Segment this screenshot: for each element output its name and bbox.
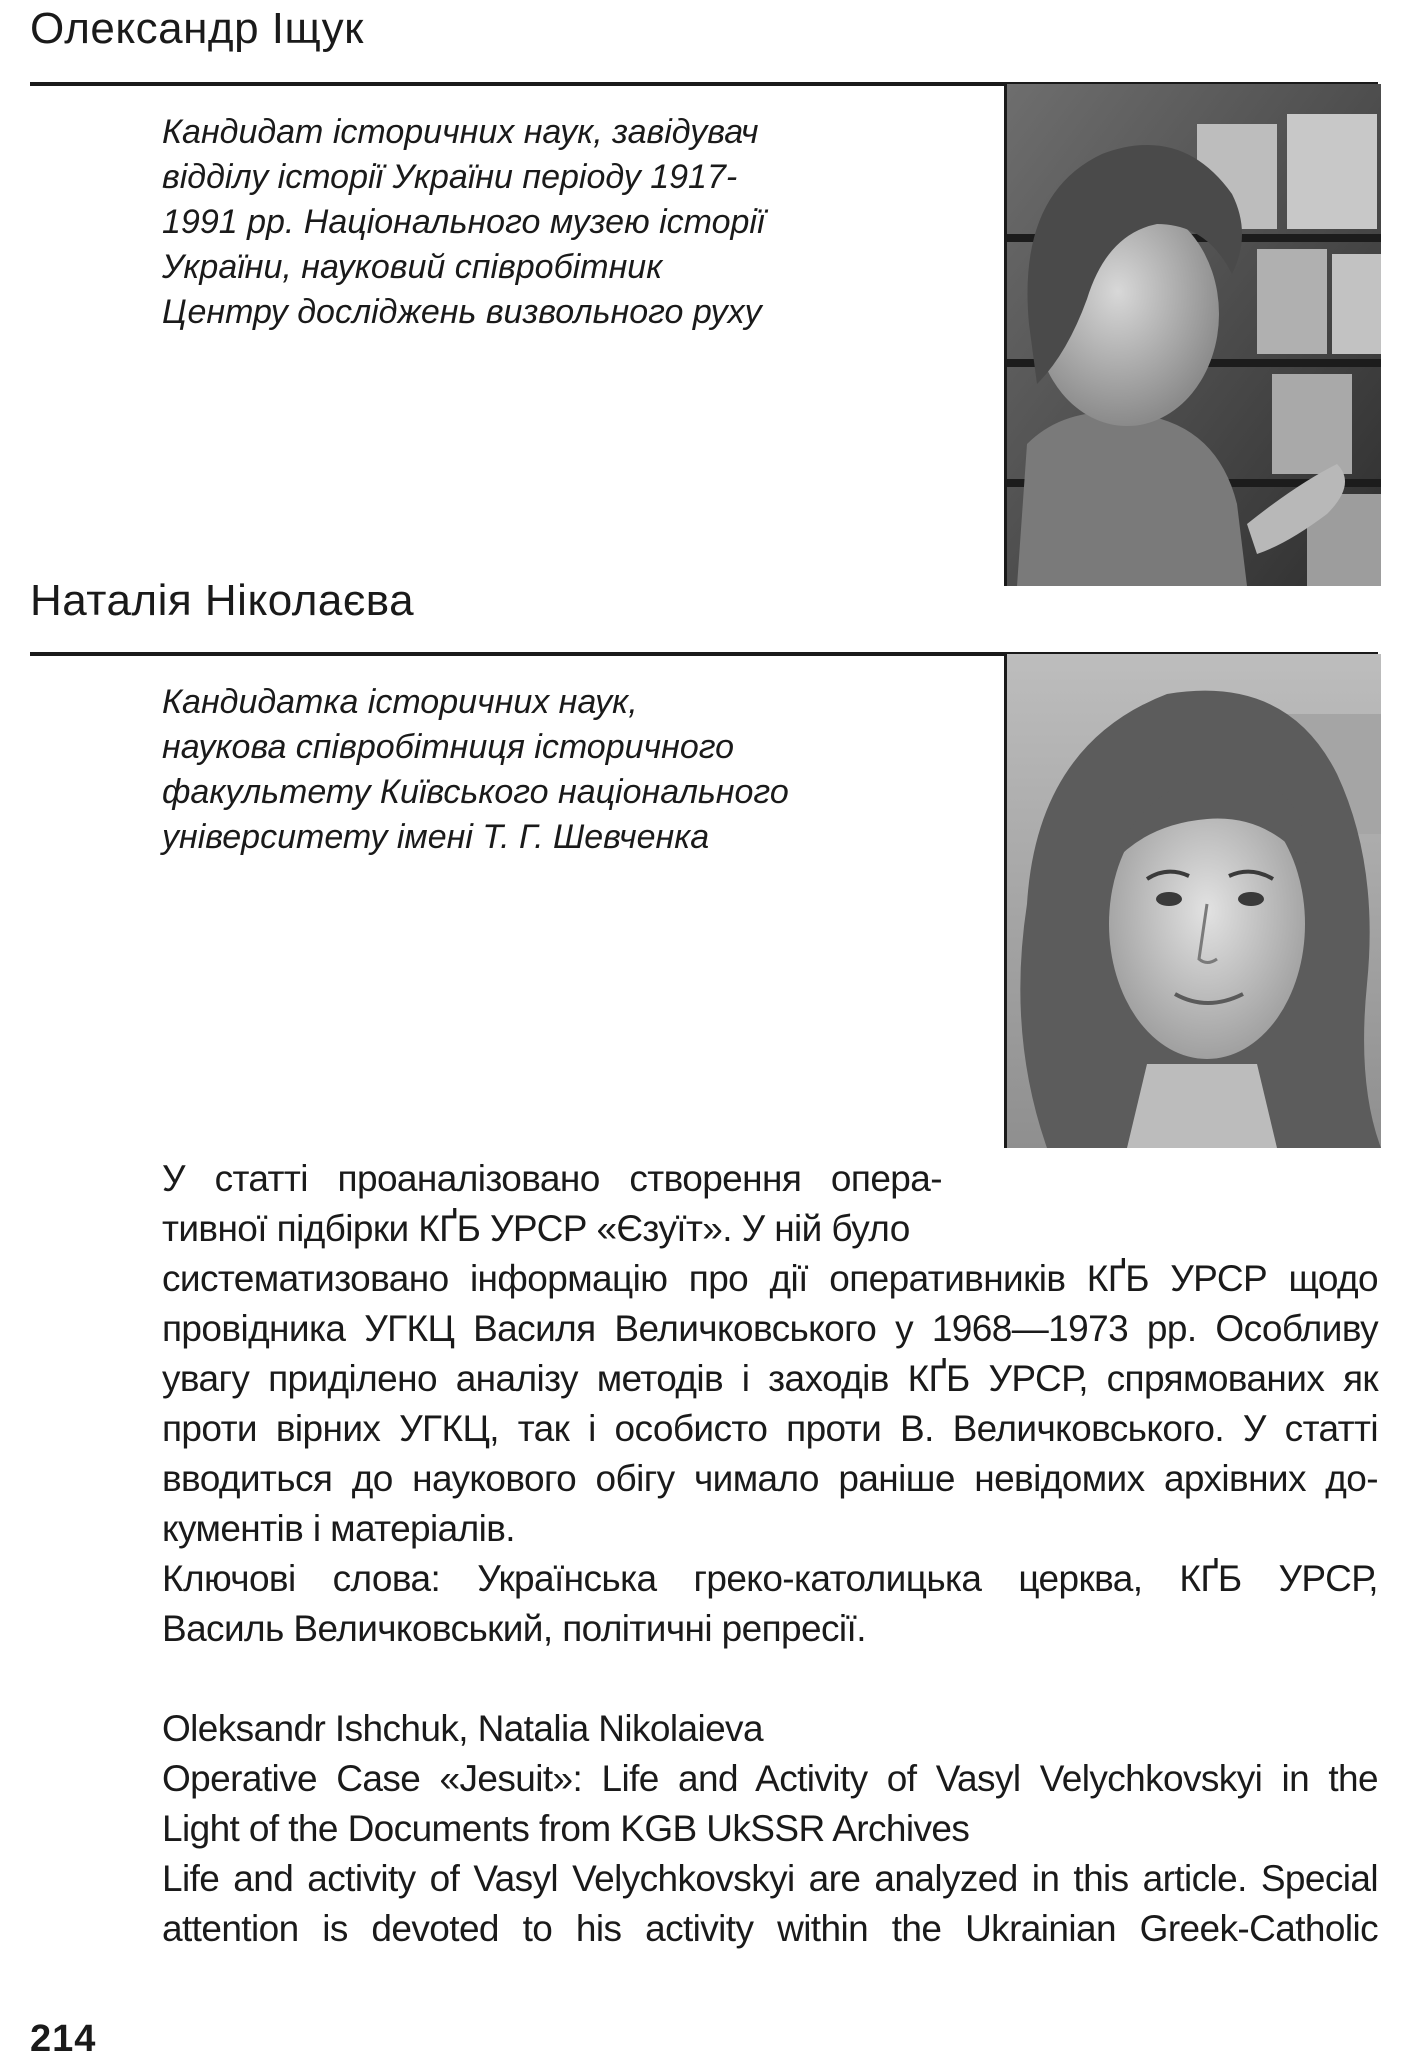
abstract-line: вводиться до наукового обігу чимало раніше невідомих архівних до- [162,1458,1378,1499]
keywords-line: Василь Величковський, політичні репресії. [162,1608,866,1649]
english-authors: Oleksandr Ishchuk, Natalia Nikolaieva [162,1708,763,1749]
bio-line: факультету Київського національного [162,773,789,811]
abstract-line: увагу приділено аналізу методів і заходів КҐБ УРСР, спрямованих як [162,1358,1378,1399]
bio-line: Центру досліджень визвольного руху [162,293,762,331]
bio-line: Кандидат історичних наук, завідувач [162,113,759,151]
keywords-line: Ключові слова: Українська греко-католицька церква, КҐБ УРСР, [162,1558,1378,1599]
abstract-english [162,1704,1378,1954]
author-bio-ishchuk [162,110,862,335]
author-photo-ishchuk [1004,84,1381,586]
abstract-line: attention is devoted to his activity within the Ukrainian Greek-Catholic [162,1908,1378,1949]
abstract-line: кументів і матеріалів. [162,1508,515,1549]
bio-line: відділу історії України періоду 1917- [162,158,738,196]
english-title: Operative Case «Jesuit»: Life and Activity of Vasyl Velychkovskyi in the [162,1758,1378,1799]
abstract-line: Life and activity of Vasyl Velychkovskyi are analyzed in this article. Special [162,1858,1378,1899]
bio-line: України, науковий співробітник [162,248,663,286]
author-name-ishchuk: Олександр Іщук [30,4,364,53]
page-number: 214 [30,2018,97,2060]
bio-line: 1991 рр. Національного музею історії [162,203,765,241]
portrait-photo-man-icon [1007,84,1381,586]
bio-line: наукова співробітниця історичного [162,728,735,766]
abstract-line: тивної підбірки КҐБ УРСР «Єзуїт». У ній було [162,1208,910,1249]
portrait-photo-woman-icon [1007,654,1381,1148]
author-bio-nikolaieva [162,680,862,860]
english-title: Light of the Documents from KGB UkSSR Archives [162,1808,970,1849]
abstract-line: провідника УГКЦ Василя Величковського у 1968—1973 рр. Особливу [162,1308,1378,1349]
abstract-ukrainian [162,1154,1378,1654]
abstract-line: У статті проаналізовано створення опера- [162,1158,942,1199]
author-photo-nikolaieva [1004,654,1381,1148]
abstract-line: систематизовано інформацію про дії оперативників КҐБ УРСР щодо [162,1258,1378,1299]
bio-line: Кандидатка історичних наук, [162,683,638,721]
bio-line: університету імені Т. Г. Шевченка [162,818,710,856]
abstract-line: проти вірних УГКЦ, так і особисто проти В. Величковського. У статті [162,1408,1378,1449]
author-name-nikolaieva: Наталія Ніколаєва [30,576,415,625]
